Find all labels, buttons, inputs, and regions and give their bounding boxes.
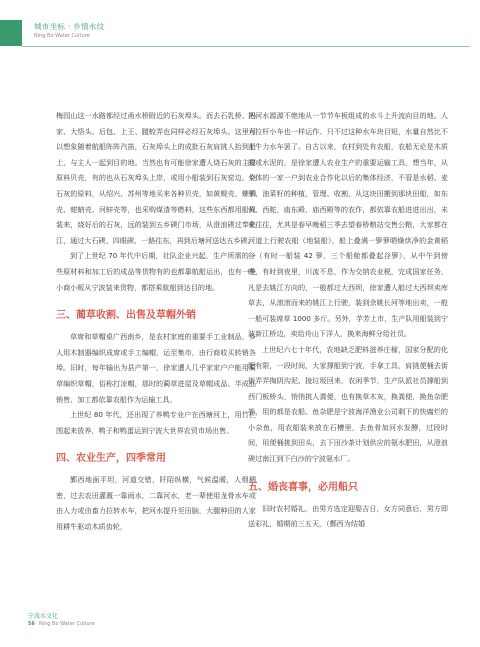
paragraph: 上世纪六七十年代，农地缺乏肥料滋养庄稼，国家分配的化肥有限，一段时间，大家撑船到宁波，手拿工具，肩挑便桶去街街弄弄掏阴沟泥、拢垃圾回来，农闲季节，生产队派社员撑船到西门板桥头，悄悄挑人粪便，也有换草木灰，换粪便，换鱼杂肥等，用的都是农船。鱼杂肥是宁波海洋渔业公司剩下的快腐烂的小杂鱼，用农船装来放在石槽里，去鱼骨加河水发酵，过段时间，用便桶挑到田头，去下田沙茶计划供应的氨水肥田，从澄浪碶过南江到下白沙的宁波氨水厂。 [248, 344, 448, 464]
paragraph: 草席和草帽桌广西南乡，是农村家庭的重要手工业制品，乡人用木制器编织成席或手工编帽，运至集市，由行商收买转销各埠。旧时，每年输出为县产第一，徐家遭人几乎家家户户能用蔺草编织草帽，俗称打凉帽，那时的蔺草进屋及草帽成品、半成品销售、加工都依靠农船作为运输工具。 [56, 332, 256, 404]
section-title: 四、农业生产，四季常用 [56, 453, 166, 465]
page-footer [28, 611, 95, 627]
section-title: 三、蔺草收割、出售及草帽外销 [56, 310, 196, 322]
footer-subtitle: Ning Bo Water Culture [38, 621, 95, 627]
footer-line [28, 621, 95, 627]
paragraph: 上世纪 80 年代，还出现了养鸭专业户在西塘河上，用竹栏围起来放养，鸭子和鸭蛋运到宁波大世界农贸市场出售。 [56, 410, 256, 435]
paragraph: 把河水源源不绝地从一节节车板组成的水斗上升流向目的地。人力拉杆小车也一样运作。只不过这种水车块目短，水量自然比不上牛力水车罢了。自古以来，农村到处有农船，农船无论是木质的或水泥的，是徐家遭人农业生产的重要运输工具，想当年，从个体的一家一户到农业合作化以后的集体经济，不管是水稻、麦子、油菜籽的种植，管理、收割，从这块田搬到那块田船，如东黄、西舵，庙东殿、庙西殿等的农作，都依靠农船进进出出，未来往往，尤其是春早晚稻三季去望春桥粮站交售公粮，大家都在河道上行驶农船（地装船），船上叠满一箩箩晒燥烘净的金黄稻谷（有时一船装 42 箩，三个船舱都叠起谷箩），从中午到傍晚，有时到夜里，川流不息，作为交纳农业税，完成国家任务，凡是去姚江方向的，一般都过大西坝，徐家遭人船过大西坝卖库草去，从滚滚而来的姚江上行驶，装到余姚长河等地出卖，一般一船可装席草 1000 多斤。另外，芋芳上市，生产队用船装到宁波新江桥边，卖给舟山下洋人，换来海鲜分给社员。 [248, 111, 448, 339]
header-divider [22, 46, 470, 47]
left-column [56, 108, 256, 535]
paragraph: 到了上世纪 70 年代中后期，社队企业兴起，生产所需的一些原材料和加工后的成品等货物有的也都靠航船运出，也有一些小商小贩从宁波装来货物，都搭乘航船到达目的地。 [56, 251, 256, 292]
header-title: 城市坐标 · 乡情水纹 [34, 22, 105, 31]
right-column [248, 108, 448, 532]
section-title: 五、婚丧喜事，必用船只 [248, 481, 358, 493]
paragraph: 旧时农村婚礼，由男方选定迎娶吉日，女方同意后，男方即送彩礼，婚期前三五天，（鄞西为结婚 [248, 503, 448, 529]
footer-title: 宁波水文化 [28, 613, 59, 620]
header-subtitle: Ning Bo Water Culture [34, 33, 90, 39]
header-accent-bar [0, 20, 22, 46]
paragraph: 梅园山这一水路都经过甬水桥附近的石灰埠头。而去石乳桥、冯家、大悟头、后包、上王、腿蛟弄也同样必经石灰埠头。这里可以想象随着航船阵阵汽笛，石灰埠头上的成批石灰肩挑人抬到船上，与主人一起到目的地。当然也有可能徐家遭人烧石灰的主要原料贝壳，有的也从石灰埠头上岸，或用小船装到石灰窑边。烧石灰的原料，从绍兴、苏州等地买来各种贝壳，如黄蚬壳、螺蛳壳、蚶蚋壳、河蚌壳等，也采购煤渣等燃料，这些东西都用船只装来，烧好后的石灰，远的装到五乡碶门市场，从澄浪碶过奉化江，通过大石碶、四眼碶、一路往东，再到后塘河送达五乡碶。 [56, 111, 256, 245]
page-header [0, 0, 480, 62]
page-number: 56 [28, 621, 35, 627]
paragraph: 鄞西地面平坦，河道交错，阡陌纵横，气候温暖，人烟稠密，过去农田灌溉一靠雨水，二靠河水，老一辈使用龙骨水车或由人力或由畜力拉转水车，把河水提升至田脑，大腿种田的人家用耕牛驱动木质齿轮， [56, 475, 256, 532]
